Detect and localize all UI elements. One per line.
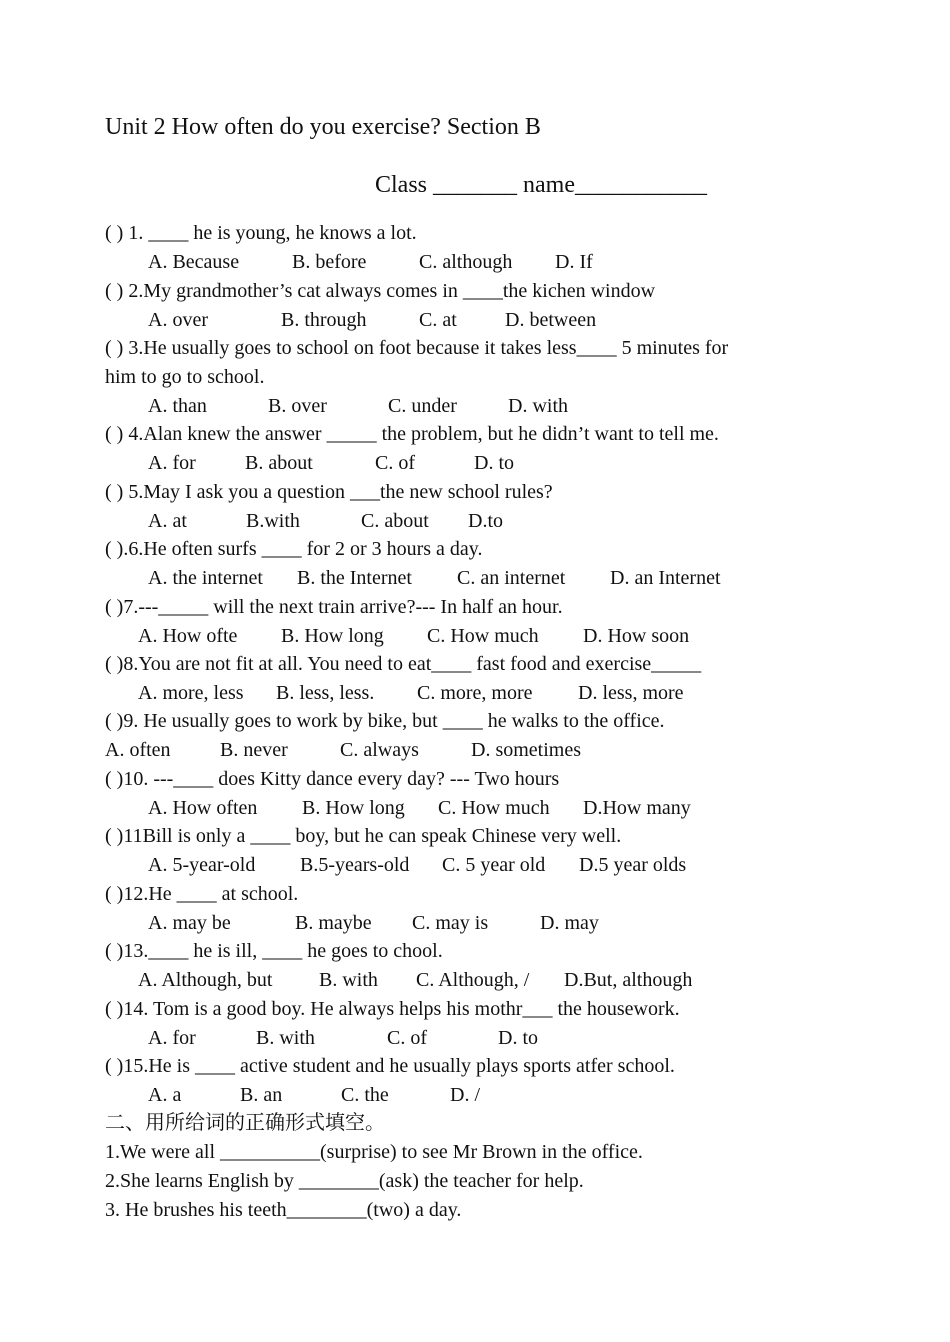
answer-option: B.5-years-old <box>300 854 410 876</box>
question-stem: ( )12.He ____ at school. <box>105 883 299 905</box>
answer-option: D. to <box>474 452 514 474</box>
answer-option: A. than <box>148 395 207 417</box>
answer-option: A. often <box>105 739 171 761</box>
answer-option: C. How much <box>427 625 539 647</box>
answer-option: C. at <box>419 309 457 331</box>
question-stem: ( )10. ---____ does Kitty dance every day? --- Two hours <box>105 768 560 790</box>
section-two-heading: 二、用所给词的正确形式填空。 <box>105 1112 385 1134</box>
question-stem: ( )11Bill is only a ____ boy, but he can speak Chinese very well. <box>105 825 622 847</box>
answer-option: C. Although, / <box>416 969 530 991</box>
answer-option: B. never <box>220 739 288 761</box>
answer-option: D. How soon <box>583 625 690 647</box>
answer-option: A. a <box>148 1084 182 1106</box>
class-name-line: Class _______ name___________ <box>375 172 707 198</box>
fill-in-item: 3. He brushes his teeth________(two) a day. <box>105 1199 462 1221</box>
answer-option: A. over <box>148 309 208 331</box>
answer-option: D.5 year olds <box>579 854 687 876</box>
answer-option: C. the <box>341 1084 389 1106</box>
answer-option: A. Although, but <box>138 969 273 991</box>
answer-option: C. under <box>388 395 457 417</box>
answer-option: D. an Internet <box>610 567 721 589</box>
question-stem-continued: him to go to school. <box>105 366 265 388</box>
answer-option: B. How long <box>281 625 384 647</box>
question-stem: ( ).6.He often surfs ____ for 2 or 3 hours a day. <box>105 538 483 560</box>
answer-option: C. How much <box>438 797 550 819</box>
question-stem: ( )8.You are not fit at all. You need to eat____ fast food and exercise_____ <box>105 653 702 675</box>
answer-option: A. How ofte <box>138 625 238 647</box>
answer-option: C. of <box>387 1027 427 1049</box>
answer-option: A. more, less <box>138 682 244 704</box>
answer-option: D. may <box>540 912 599 934</box>
answer-option: D.How many <box>583 797 691 819</box>
answer-option: D.But, although <box>564 969 693 991</box>
answer-option: C. of <box>375 452 415 474</box>
answer-option: B.with <box>246 510 300 532</box>
answer-option: A. at <box>148 510 187 532</box>
question-stem: ( )15.He is ____ active student and he usually plays sports atfer school. <box>105 1055 675 1077</box>
answer-option: C. may is <box>412 912 489 934</box>
answer-option: C. about <box>361 510 429 532</box>
answer-option: D. to <box>498 1027 538 1049</box>
answer-option: B. with <box>256 1027 315 1049</box>
question-stem: ( )7.---_____ will the next train arrive?--- In half an hour. <box>105 596 563 618</box>
answer-option: A. for <box>148 452 196 474</box>
answer-option: C. an internet <box>457 567 566 589</box>
answer-option: B. before <box>292 251 367 273</box>
question-stem: ( ) 4.Alan knew the answer _____ the problem, but he didn’t want to tell me. <box>105 423 719 445</box>
answer-option: C. more, more <box>417 682 533 704</box>
question-stem: ( )14. Tom is a good boy. He always helps his mothr___ the housework. <box>105 998 680 1020</box>
answer-option: A. How often <box>148 797 258 819</box>
question-stem: ( )9. He usually goes to work by bike, but ____ he walks to the office. <box>105 710 665 732</box>
answer-option: B. less, less. <box>276 682 375 704</box>
answer-option: A. Because <box>148 251 240 273</box>
answer-option: B. an <box>240 1084 283 1106</box>
question-stem: ( ) 2.My grandmother’s cat always comes in ____the kichen window <box>105 280 656 302</box>
answer-option: C. 5 year old <box>442 854 546 876</box>
answer-option: C. always <box>340 739 419 761</box>
answer-option: D.to <box>468 510 503 532</box>
question-stem: ( ) 1. ____ he is young, he knows a lot. <box>105 222 417 244</box>
answer-option: B. How long <box>302 797 405 819</box>
fill-in-item: 2.She learns English by ________(ask) the teacher for help. <box>105 1170 584 1192</box>
answer-option: B. about <box>245 452 313 474</box>
answer-option: A. the internet <box>148 567 263 589</box>
answer-option: B. with <box>319 969 378 991</box>
question-stem: ( )13.____ he is ill, ____ he goes to chool. <box>105 940 443 962</box>
answer-option: B. the Internet <box>297 567 412 589</box>
answer-option: A. may be <box>148 912 231 934</box>
answer-option: A. 5-year-old <box>148 854 256 876</box>
answer-option: A. for <box>148 1027 196 1049</box>
answer-option: B. through <box>281 309 367 331</box>
answer-option: D. / <box>450 1084 480 1106</box>
question-stem: ( ) 5.May I ask you a question ___the new school rules? <box>105 481 553 503</box>
answer-option: B. maybe <box>295 912 372 934</box>
answer-option: D. less, more <box>578 682 684 704</box>
question-stem: ( ) 3.He usually goes to school on foot because it takes less____ 5 minutes for <box>105 337 729 359</box>
worksheet-title: Unit 2 How often do you exercise? Section B <box>105 114 541 140</box>
answer-option: B. over <box>268 395 327 417</box>
answer-option: D. between <box>505 309 597 331</box>
answer-option: D. If <box>555 251 593 273</box>
answer-option: C. although <box>419 251 513 273</box>
answer-option: D. with <box>508 395 568 417</box>
fill-in-item: 1.We were all __________(surprise) to see Mr Brown in the office. <box>105 1141 643 1163</box>
answer-option: D. sometimes <box>471 739 581 761</box>
